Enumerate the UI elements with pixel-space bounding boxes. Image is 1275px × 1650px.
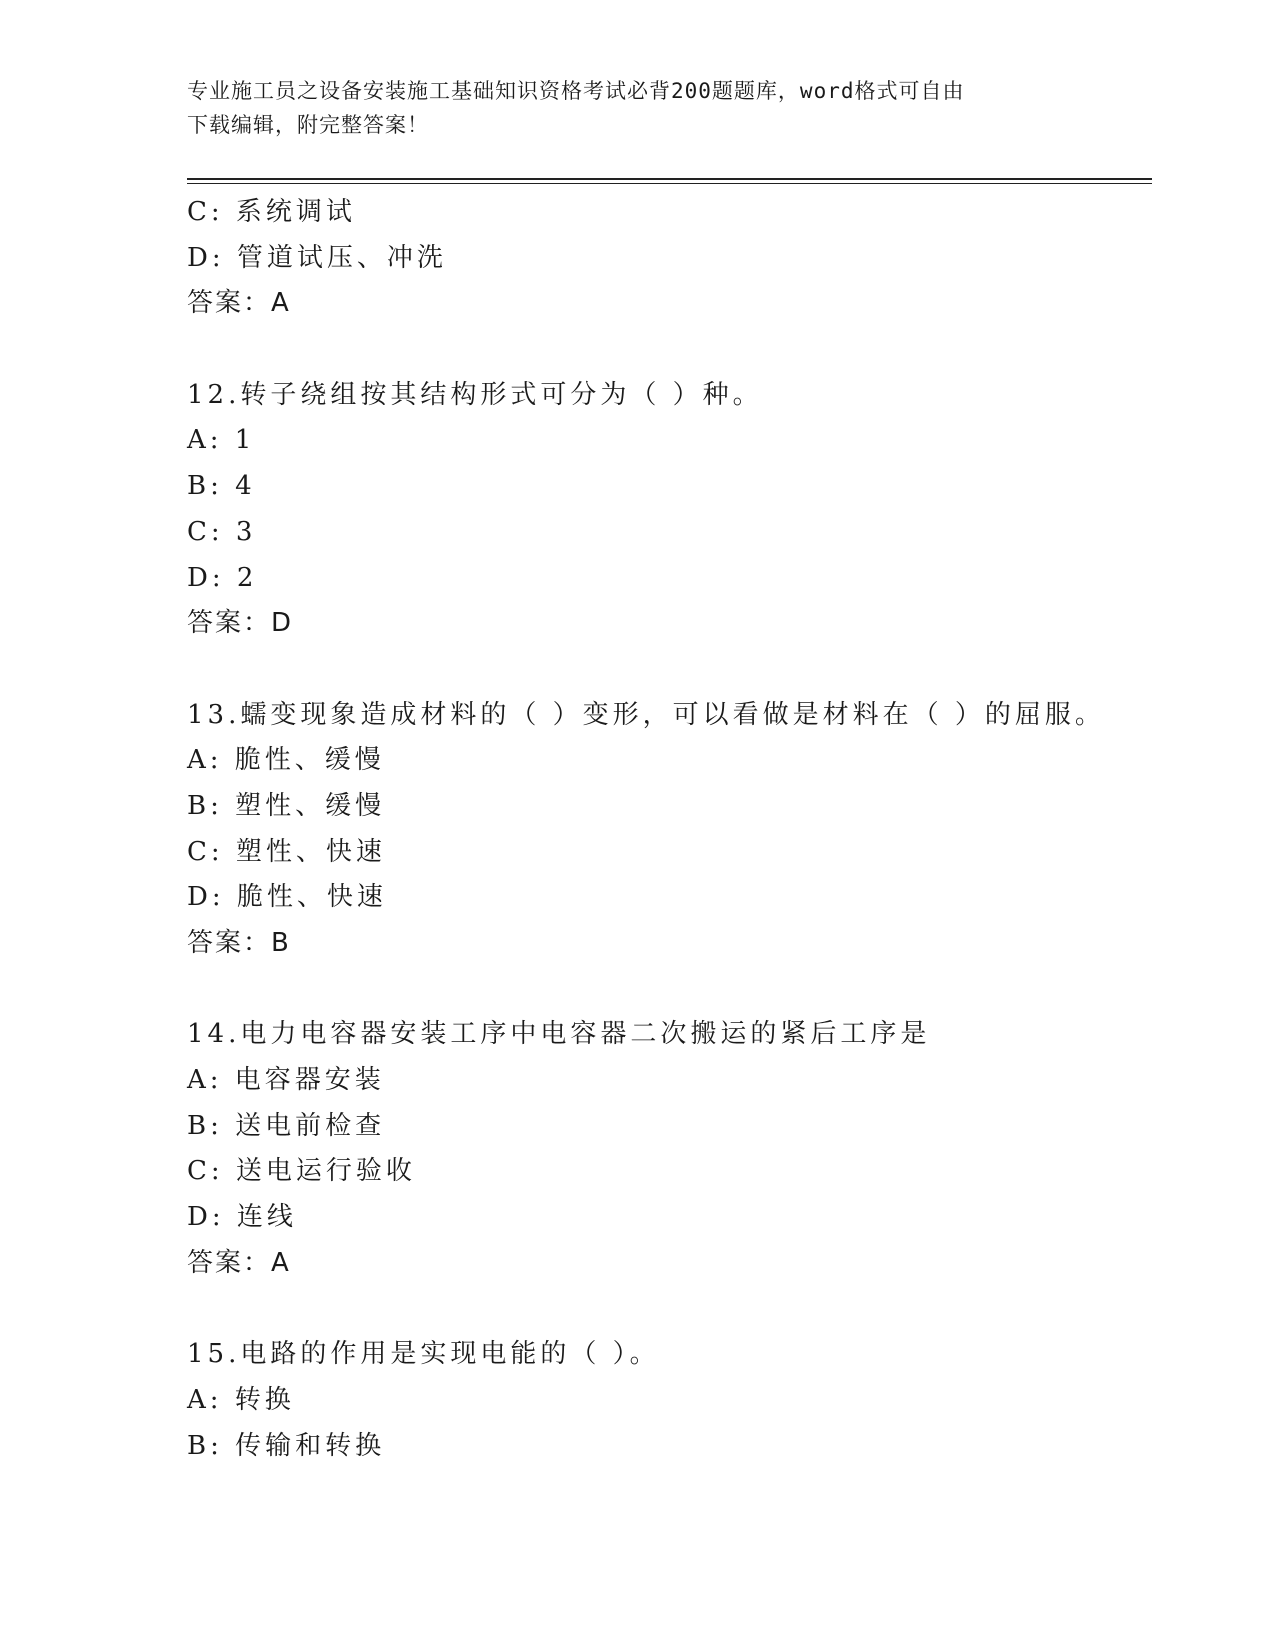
option-d: D: 脆性、快速	[187, 882, 387, 913]
option-c: C: 3	[187, 516, 257, 547]
question-13	[187, 693, 1147, 967]
header-divider-thick	[187, 178, 1152, 180]
answer-line: 答案：D	[187, 608, 294, 639]
option-a: A: 脆性、缓慢	[187, 745, 385, 776]
option-a: A: 转换	[187, 1384, 295, 1415]
option-b: B: 塑性、缓慢	[187, 790, 386, 821]
option-d: D: 管道试压、冲洗	[187, 242, 447, 273]
question-stem: 13.蠕变现象造成材料的（ ）变形，可以看做是材料在（ ）的屈服。	[187, 699, 1105, 730]
header-divider-thin	[187, 183, 1152, 184]
option-c: C: 送电运行验收	[187, 1156, 416, 1187]
option-a: A: 电容器安装	[187, 1065, 385, 1096]
question-stem: 12.转子绕组按其结构形式可分为（ ）种。	[187, 379, 763, 410]
question-stem: 15.电路的作用是实现电能的（ ）。	[187, 1339, 660, 1370]
header-title-line-1: 专业施工员之设备安装施工基础知识资格考试必背200题题库，word格式可自由	[187, 79, 965, 103]
option-d: D: 2	[187, 562, 258, 593]
document-header	[187, 74, 1087, 142]
option-c: C: 塑性、快速	[187, 836, 386, 867]
option-b: B: 送电前检查	[187, 1110, 386, 1141]
spacer	[187, 647, 1147, 693]
question-11-continued	[187, 190, 1147, 327]
header-title-line-2: 下载编辑，附完整答案！	[187, 113, 429, 137]
answer-line: 答案：B	[187, 928, 291, 958]
question-14	[187, 1012, 1147, 1286]
question-15	[187, 1332, 1147, 1469]
question-stem: 14.电力电容器安装工序中电容器二次搬运的紧后工序是	[187, 1019, 931, 1050]
option-b: B: 传输和转换	[187, 1430, 386, 1461]
question-list	[187, 190, 1147, 1469]
answer-line: 答案：A	[187, 288, 291, 319]
answer-line: 答案：A	[187, 1247, 291, 1278]
option-a: A: 1	[187, 425, 256, 456]
spacer	[187, 967, 1147, 1013]
spacer	[187, 327, 1147, 373]
option-b: B: 4	[187, 471, 256, 502]
question-12	[187, 373, 1147, 647]
option-d: D: 连线	[187, 1202, 297, 1233]
spacer	[187, 1287, 1147, 1333]
option-c: C: 系统调试	[187, 197, 356, 227]
